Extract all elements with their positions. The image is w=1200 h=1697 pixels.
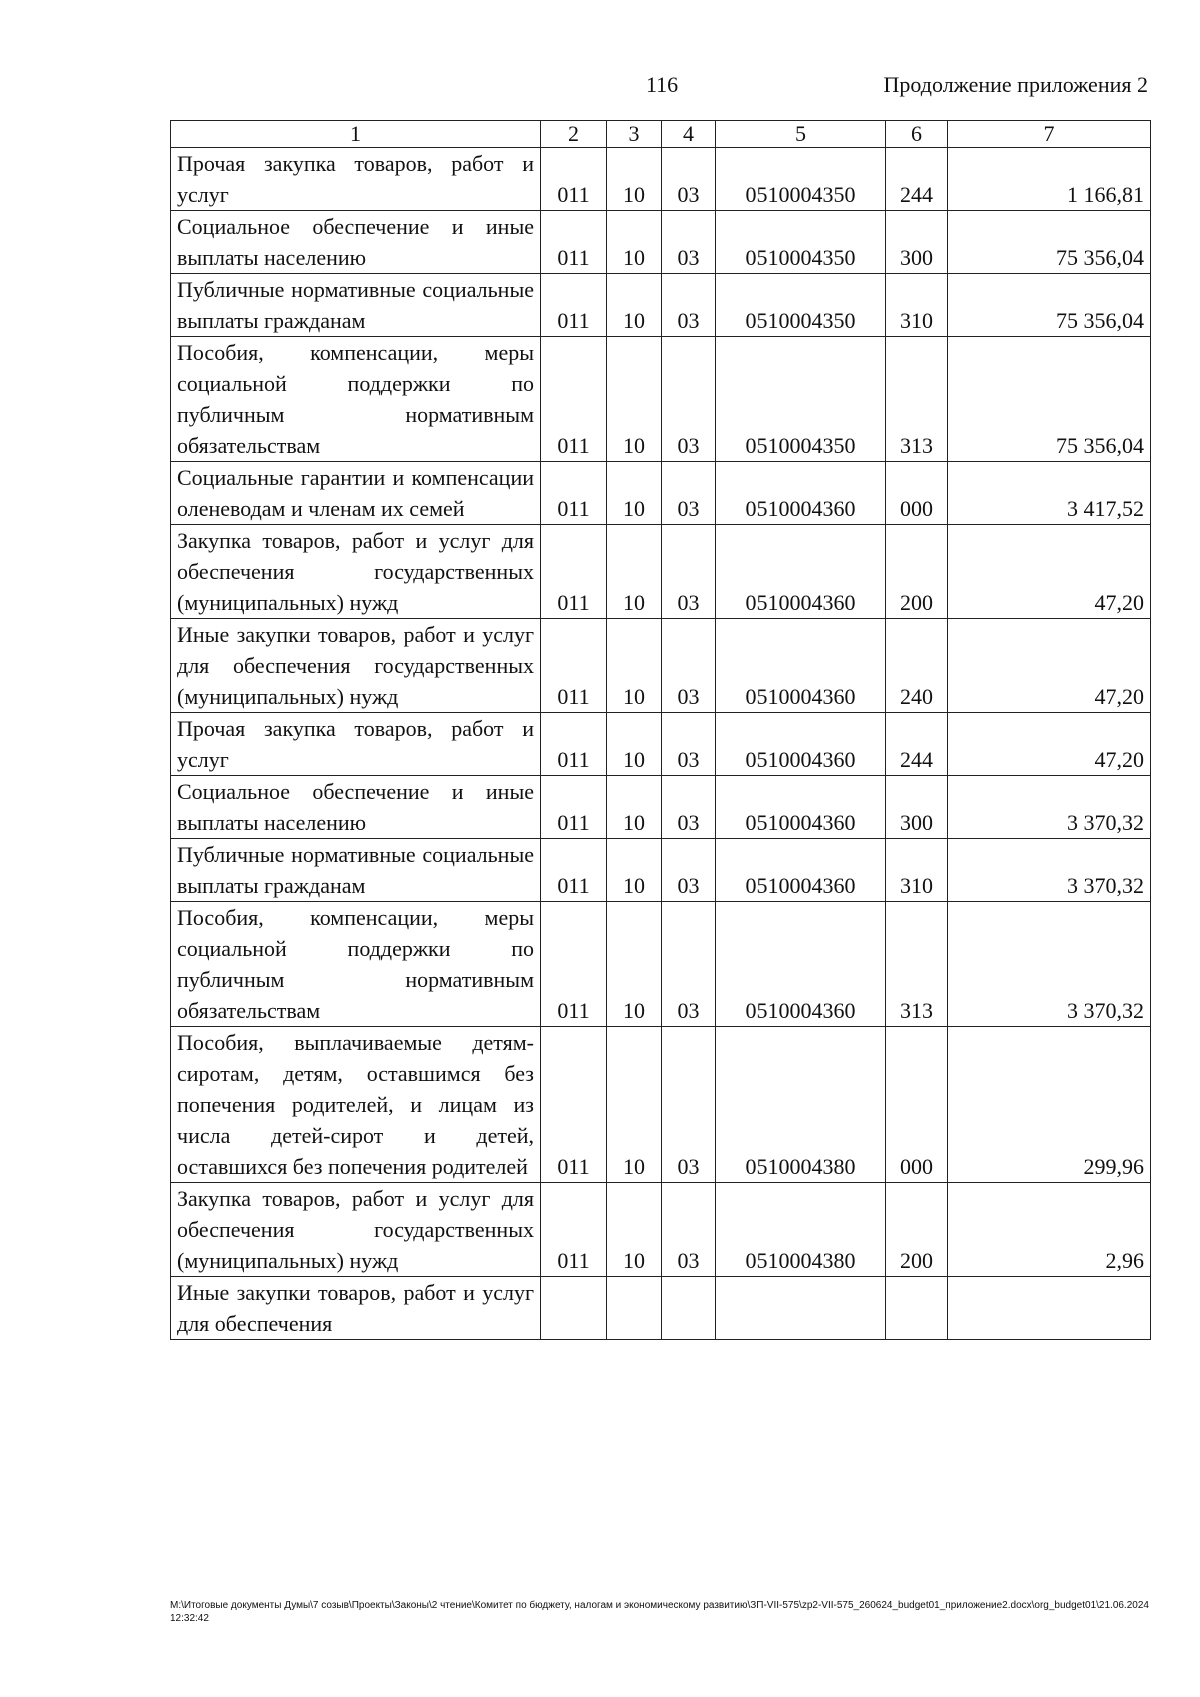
table-row [171,1183,1151,1277]
target-article-cell: 0510004350 [716,148,886,211]
target-article-cell: 0510004350 [716,274,886,337]
section-code-cell: 10 [607,902,662,1027]
subsection-code-cell: 03 [662,839,716,902]
page-number: 116 [646,72,679,97]
target-article-cell: 0510004360 [716,619,886,713]
table-row [171,902,1151,1027]
expense-type-cell: 244 [886,713,948,776]
row-name-cell: Пособия, компенсации, меры социальной поддержки по публичным нормативным обязательствам [171,337,541,462]
expense-type-cell: 313 [886,902,948,1027]
subsection-code-cell: 03 [662,148,716,211]
subsection-code-cell: 03 [662,776,716,839]
table-row [171,839,1151,902]
table-row [171,713,1151,776]
expense-type-cell: 200 [886,1183,948,1277]
row-name-cell: Иные закупки товаров, работ и услуг для обеспечения государственных (муниципальных) нужд [171,619,541,713]
column-header-4: 4 [662,121,716,148]
row-name-cell: Прочая закупка товаров, работ и услуг [171,148,541,211]
table-body [171,148,1151,1340]
target-article-cell: 0510004360 [716,462,886,525]
expense-type-cell: 200 [886,525,948,619]
expense-type-cell: 300 [886,211,948,274]
row-name-cell: Пособия, компенсации, меры социальной поддержки по публичным нормативным обязательствам [171,902,541,1027]
row-name-cell: Закупка товаров, работ и услуг для обеспечения государственных (муниципальных) нужд [171,525,541,619]
amount-cell: 1 166,81 [948,148,1151,211]
row-name-cell: Пособия, выплачиваемые детям-сиротам, детям, оставшимся без попечения родителей, и лицам из числа детей-сирот и детей, оставшихся без попечения родителей [171,1027,541,1183]
ministry-code-cell: 011 [541,902,607,1027]
ministry-code-cell: 011 [541,713,607,776]
amount-cell [948,1277,1151,1340]
subsection-code-cell: 03 [662,1183,716,1277]
subsection-code-cell: 03 [662,337,716,462]
row-name-cell: Иные закупки товаров, работ и услуг для обеспечения [171,1277,541,1340]
amount-cell: 47,20 [948,713,1151,776]
target-article-cell: 0510004360 [716,902,886,1027]
table-row [171,619,1151,713]
ministry-code-cell: 011 [541,462,607,525]
subsection-code-cell: 03 [662,619,716,713]
ministry-code-cell: 011 [541,776,607,839]
row-name-cell: Закупка товаров, работ и услуг для обеспечения государственных (муниципальных) нужд [171,1183,541,1277]
section-code-cell [607,1277,662,1340]
column-header-5: 5 [716,121,886,148]
row-name-cell: Социальное обеспечение и иные выплаты населению [171,776,541,839]
target-article-cell: 0510004360 [716,525,886,619]
section-code-cell: 10 [607,274,662,337]
table-row [171,525,1151,619]
table-row [171,211,1151,274]
ministry-code-cell: 011 [541,1183,607,1277]
amount-cell: 2,96 [948,1183,1151,1277]
ministry-code-cell: 011 [541,619,607,713]
table-row [171,1027,1151,1183]
amount-cell: 47,20 [948,619,1151,713]
section-code-cell: 10 [607,713,662,776]
expense-type-cell: 310 [886,839,948,902]
section-code-cell: 10 [607,525,662,619]
target-article-cell: 0510004360 [716,839,886,902]
section-code-cell: 10 [607,148,662,211]
expense-type-cell: 244 [886,148,948,211]
expense-type-cell: 310 [886,274,948,337]
ministry-code-cell [541,1277,607,1340]
ministry-code-cell: 011 [541,1027,607,1183]
budget-table [170,120,1151,1340]
expense-type-cell [886,1277,948,1340]
section-code-cell: 10 [607,1027,662,1183]
amount-cell: 75 356,04 [948,337,1151,462]
target-article-cell: 0510004380 [716,1027,886,1183]
target-article-cell [716,1277,886,1340]
ministry-code-cell: 011 [541,337,607,462]
expense-type-cell: 000 [886,1027,948,1183]
amount-cell: 3 370,32 [948,902,1151,1027]
row-name-cell: Социальные гарантии и компенсации оленеводам и членам их семей [171,462,541,525]
section-code-cell: 10 [607,337,662,462]
subsection-code-cell: 03 [662,525,716,619]
column-header-3: 3 [607,121,662,148]
target-article-cell: 0510004360 [716,713,886,776]
subsection-code-cell: 03 [662,211,716,274]
subsection-code-cell: 03 [662,1027,716,1183]
section-code-cell: 10 [607,1183,662,1277]
table-row [171,148,1151,211]
expense-type-cell: 313 [886,337,948,462]
continuation-caption: Продолжение приложения 2 [883,72,1148,97]
expense-type-cell: 300 [886,776,948,839]
amount-cell: 47,20 [948,525,1151,619]
table-row [171,274,1151,337]
section-code-cell: 10 [607,462,662,525]
ministry-code-cell: 011 [541,211,607,274]
section-code-cell: 10 [607,211,662,274]
amount-cell: 3 370,32 [948,839,1151,902]
subsection-code-cell [662,1277,716,1340]
target-article-cell: 0510004350 [716,211,886,274]
amount-cell: 3 370,32 [948,776,1151,839]
table-row [171,462,1151,525]
document-path-footer: M:\Итоговые документы Думы\7 созыв\Проекты\Законы\2 чтение\Комитет по бюджету, налогам и экономическому развитию\ЗП-VII-575\zp2-VII-575_260624_budget01_приложение2.docx\org_budget01\21.06.2024 12:32:42 [170,1600,1149,1624]
column-header-7: 7 [948,121,1151,148]
subsection-code-cell: 03 [662,462,716,525]
table-row [171,1277,1151,1340]
subsection-code-cell: 03 [662,713,716,776]
table-row [171,337,1151,462]
amount-cell: 299,96 [948,1027,1151,1183]
expense-type-cell: 240 [886,619,948,713]
ministry-code-cell: 011 [541,525,607,619]
subsection-code-cell: 03 [662,274,716,337]
amount-cell: 3 417,52 [948,462,1151,525]
row-name-cell: Публичные нормативные социальные выплаты гражданам [171,839,541,902]
row-name-cell: Прочая закупка товаров, работ и услуг [171,713,541,776]
section-code-cell: 10 [607,839,662,902]
target-article-cell: 0510004360 [716,776,886,839]
column-header-1: 1 [171,121,541,148]
section-code-cell: 10 [607,776,662,839]
subsection-code-cell: 03 [662,902,716,1027]
row-name-cell: Социальное обеспечение и иные выплаты населению [171,211,541,274]
expense-type-cell: 000 [886,462,948,525]
amount-cell: 75 356,04 [948,211,1151,274]
row-name-cell: Публичные нормативные социальные выплаты гражданам [171,274,541,337]
ministry-code-cell: 011 [541,839,607,902]
amount-cell: 75 356,04 [948,274,1151,337]
header-row [171,121,1151,148]
table-row [171,776,1151,839]
section-code-cell: 10 [607,619,662,713]
ministry-code-cell: 011 [541,148,607,211]
target-article-cell: 0510004380 [716,1183,886,1277]
ministry-code-cell: 011 [541,274,607,337]
column-header-2: 2 [541,121,607,148]
target-article-cell: 0510004350 [716,337,886,462]
column-header-6: 6 [886,121,948,148]
